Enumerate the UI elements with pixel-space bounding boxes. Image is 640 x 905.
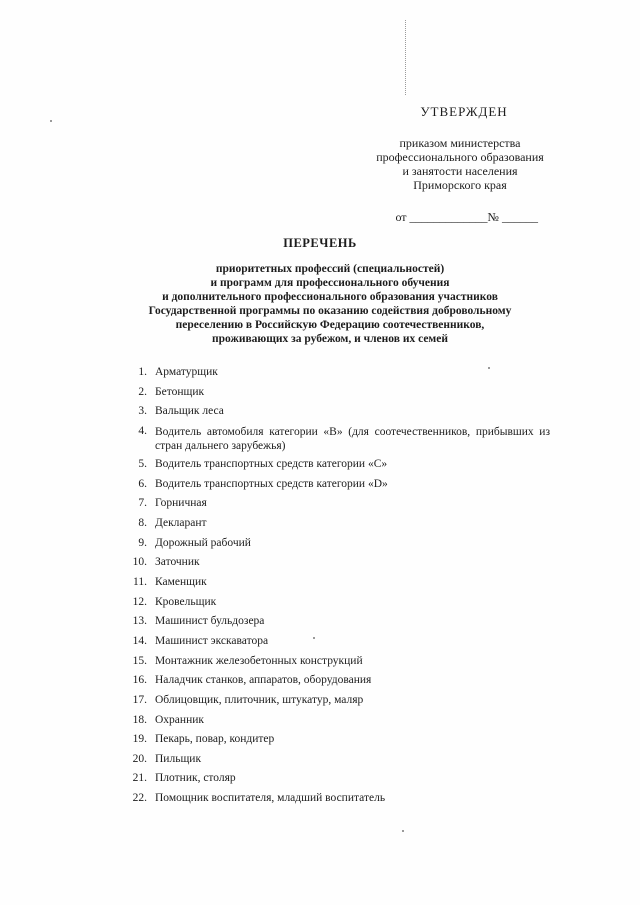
item-text: Плотник, столяр <box>155 772 236 785</box>
item-number: 3. <box>138 405 147 418</box>
list-item <box>120 671 550 691</box>
approval-line: приказом министерства <box>399 136 521 150</box>
list-item <box>120 691 550 711</box>
approval-line: Приморского края <box>413 178 507 192</box>
list-item <box>120 711 550 731</box>
scan-speck <box>50 120 52 122</box>
item-number: 5. <box>138 457 147 470</box>
item-text: Пильщик <box>155 752 202 765</box>
approval-line: профессионального образования <box>376 150 544 164</box>
subtitle-line: и дополнительного профессионального образования участников <box>162 291 498 303</box>
approval-date-line: от _____________№ ______ <box>395 210 538 224</box>
item-text: Вальщик леса <box>155 405 224 418</box>
document-title: ПЕРЕЧЕНЬ <box>283 236 357 250</box>
item-text: Помощник воспитателя, младший воспитатель <box>155 792 386 805</box>
list-item <box>120 534 550 554</box>
list-item <box>120 475 550 495</box>
list-item <box>120 383 550 403</box>
item-number: 22. <box>132 792 147 805</box>
item-text: Машинист бульдозера <box>155 615 265 628</box>
scan-speck <box>402 830 404 832</box>
item-text: Каменщик <box>155 575 207 588</box>
approval-block <box>360 105 560 224</box>
item-text: Заточник <box>155 556 200 569</box>
item-number: 7. <box>138 497 147 510</box>
item-text: Облицовщик, плиточник, штукатур, маляр <box>155 693 364 706</box>
item-text: Наладчик станков, аппаратов, оборудования <box>155 674 372 687</box>
subtitle-line: проживающих за рубежом, и членов их семей <box>212 333 448 345</box>
item-number: 6. <box>138 477 147 490</box>
item-number: 17. <box>132 693 147 706</box>
item-text: Охранник <box>155 713 204 726</box>
list-item <box>120 455 550 475</box>
list-item <box>120 730 550 750</box>
item-number: 20. <box>132 752 147 765</box>
item-number: 9. <box>138 536 147 549</box>
list-item <box>120 750 550 770</box>
item-text: Пекарь, повар, кондитер <box>155 733 275 746</box>
list-item <box>120 553 550 573</box>
list-item <box>120 402 550 422</box>
item-number: 15. <box>132 654 147 667</box>
list-item <box>120 573 550 593</box>
approved-heading: УТВЕРЖДЕН <box>420 104 508 119</box>
item-number: 13. <box>132 615 147 628</box>
item-text: Монтажник железобетонных конструкций <box>155 654 363 667</box>
item-number: 19. <box>132 733 147 746</box>
subtitle-line: переселению в Российскую Федерацию соотечественников, <box>175 319 485 331</box>
item-text: Бетонщик <box>155 385 205 398</box>
professions-list <box>120 363 550 809</box>
item-text: Водитель транспортных средств категории «D» <box>155 477 388 490</box>
list-item <box>120 769 550 789</box>
approval-line: и занятости населения <box>402 164 518 178</box>
item-text: Машинист экскаватора <box>155 634 269 647</box>
item-text: Арматурщик <box>155 366 218 378</box>
item-number: 12. <box>132 595 147 608</box>
list-item <box>120 494 550 514</box>
subtitle-line: и программ для профессионального обучения <box>210 277 450 289</box>
subtitle-line: приоритетных профессий (специальностей) <box>215 263 445 275</box>
item-number: 16. <box>132 674 147 687</box>
item-number: 8. <box>138 516 147 529</box>
item-text: Горничная <box>155 497 207 510</box>
list-item <box>120 612 550 632</box>
item-text: Водитель автомобиля категории «В» (для соотечественников, прибывших из стран дальнего зарубежья) <box>155 425 550 452</box>
item-number: 2. <box>138 385 147 398</box>
list-item <box>120 789 550 809</box>
item-text: Кровельщик <box>155 595 217 608</box>
item-text: Декларант <box>155 516 207 529</box>
item-number: 14. <box>132 634 147 647</box>
scan-dotted-line <box>405 20 407 95</box>
item-number: 21. <box>132 772 147 785</box>
item-text: Водитель транспортных средств категории «С» <box>155 457 388 470</box>
list-item <box>120 363 550 383</box>
item-text: Дорожный рабочий <box>155 536 251 549</box>
list-item <box>120 422 550 455</box>
item-number: 4. <box>138 424 147 437</box>
document-subtitle <box>110 262 550 346</box>
item-number: 10. <box>132 556 147 569</box>
list-item <box>120 514 550 534</box>
item-number: 11. <box>133 575 147 588</box>
subtitle-line: Государственной программы по оказанию содействия добровольному <box>148 305 512 317</box>
list-item <box>120 632 550 652</box>
item-number: 18. <box>132 713 147 726</box>
list-item <box>120 652 550 672</box>
list-item <box>120 593 550 613</box>
item-number: 1. <box>138 366 147 378</box>
